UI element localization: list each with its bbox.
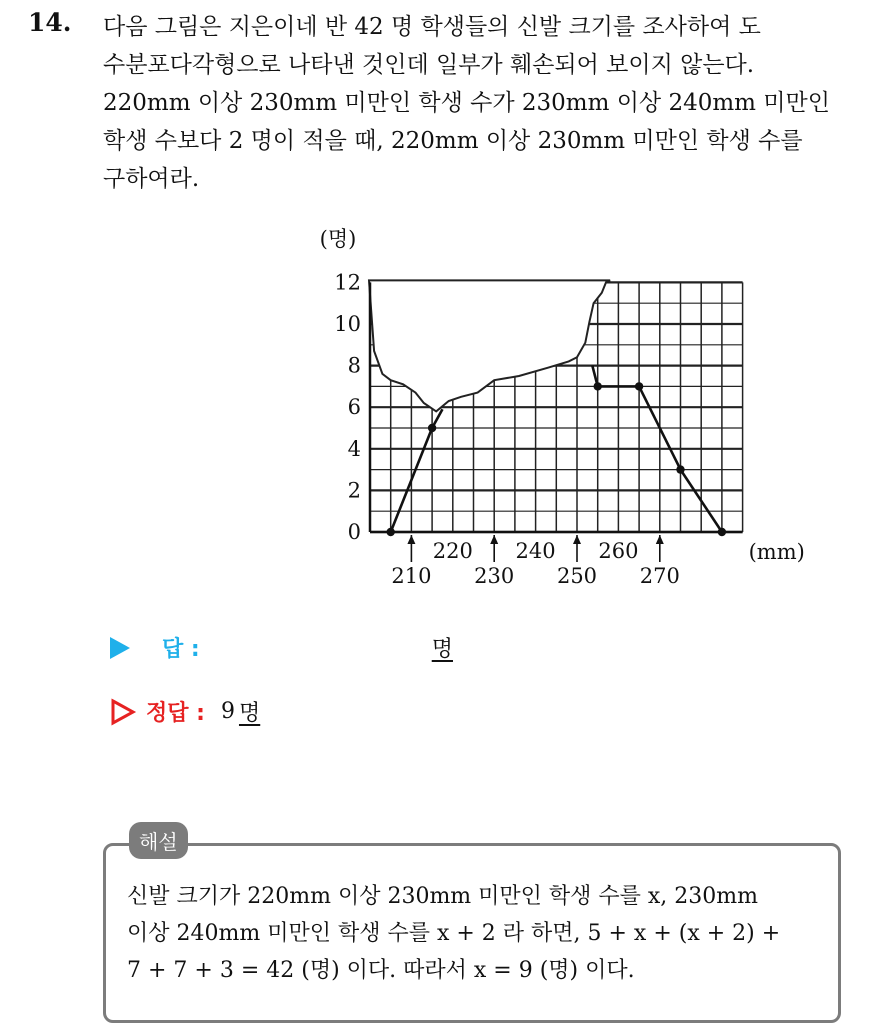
y-unit-label: (명) (319, 227, 357, 251)
y-tick-label: 6 (347, 395, 361, 420)
question-number: 14. (28, 8, 72, 37)
question-line: 구하여라. (103, 166, 200, 192)
answer-unit: 명 (431, 637, 453, 662)
x-unit-label: (mm) (748, 540, 805, 564)
explanation-line: 7 + 7 + 3 = 42 (명) 이다. 따라서 x = 9 (명) 이다. (127, 958, 635, 983)
y-tick-label: 4 (347, 436, 361, 461)
x-tick-label-lower: 270 (639, 564, 680, 588)
y-tick-label: 10 (334, 312, 361, 336)
y-tick-label: 2 (347, 478, 361, 503)
question-line: 수분포다각형으로 나타낸 것인데 일부가 훼손되어 보이지 않는다. (103, 52, 755, 78)
tick-arrow-head (573, 535, 581, 544)
data-point (635, 382, 643, 390)
explanation-text (127, 878, 837, 989)
x-tick-label-upper: 260 (598, 539, 639, 563)
correct-answer-value: 9 (220, 699, 235, 724)
x-tick-label-upper: 240 (515, 539, 556, 563)
y-tick-label: 8 (347, 353, 361, 378)
tick-arrow-head (656, 535, 664, 544)
y-tick-label: 0 (347, 520, 361, 544)
question-line: 학생 수보다 2 명이 적을 때, 220mm 이상 230mm 미만인 학생 수를 (103, 128, 803, 154)
tick-arrow-head (407, 535, 415, 544)
correct-answer-unit: 명 (238, 701, 261, 726)
play-triangle-icon (110, 637, 130, 659)
question-text (103, 8, 863, 198)
y-tick-label: 12 (334, 270, 361, 295)
x-tick-label-lower: 230 (474, 564, 515, 588)
explanation-line: 이상 240mm 미만인 학생 수를 x + 2 라 하면, 5 + x + (x + 2) + (127, 921, 781, 946)
question-line: 다음 그림은 지은이네 반 42 명 학생들의 신발 크기를 조사하여 도 (103, 14, 761, 40)
outline-triangle-icon (110, 699, 136, 725)
x-tick-label-upper: 220 (432, 539, 473, 563)
explanation-line: 신발 크기가 220mm 이상 230mm 미만인 학생 수를 x, 230mm (127, 884, 759, 909)
data-point (387, 528, 395, 536)
data-point (428, 424, 436, 432)
answer-label: 답 : (162, 637, 200, 662)
correct-answer-label: 정답 : (146, 701, 205, 726)
x-tick-label-lower: 210 (391, 564, 432, 588)
explanation-tag: 해설 (129, 822, 188, 859)
torn-region (369, 280, 610, 411)
x-tick-label-lower: 250 (556, 564, 598, 588)
correct-answer-row (110, 696, 260, 727)
data-point (718, 528, 726, 536)
data-point (676, 465, 684, 473)
data-point (594, 382, 602, 390)
question-line: 220mm 이상 230mm 미만인 학생 수가 230mm 이상 240mm 미만인 (103, 90, 830, 116)
answer-row (110, 632, 453, 663)
tick-arrow-head (490, 535, 498, 544)
frequency-polygon-chart (300, 225, 805, 588)
